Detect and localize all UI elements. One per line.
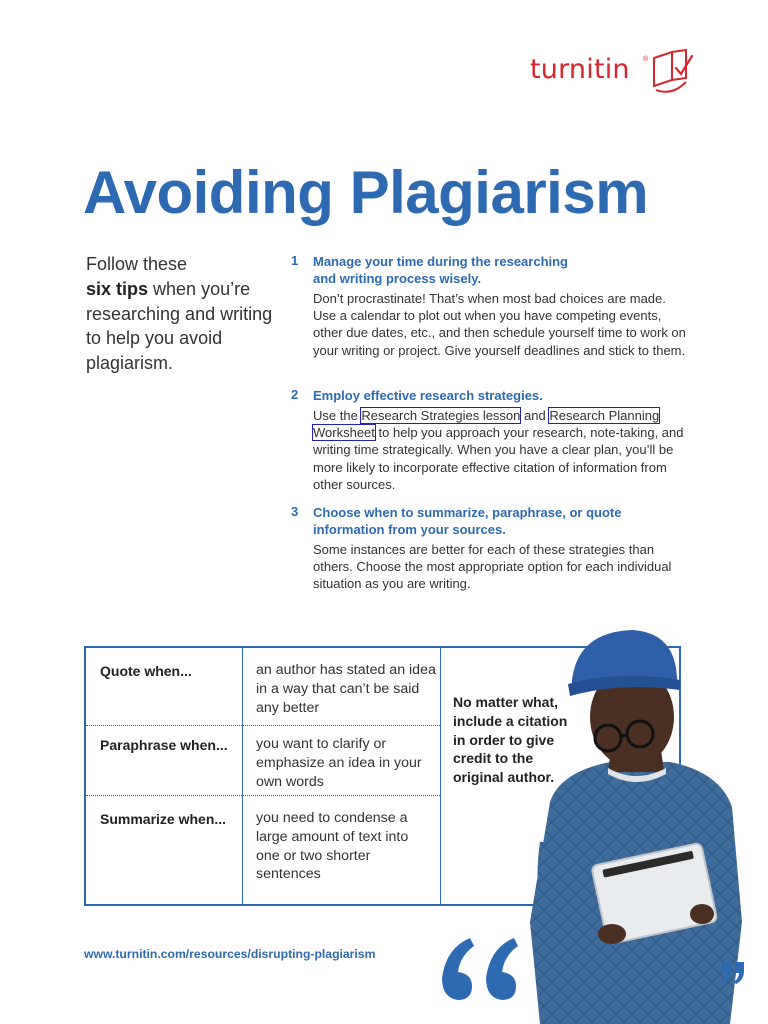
row-separator bbox=[86, 725, 440, 726]
research-planning-worksheet-link[interactable]: Research Planning Worksheet bbox=[313, 408, 660, 441]
intro-bold: six tips bbox=[86, 278, 149, 299]
intro-text bbox=[86, 252, 276, 376]
summarize-when-text: you need to condense a large amount of text into one or two shorter sentences bbox=[256, 810, 409, 883]
summarize-when-label: Summarize when... bbox=[100, 811, 227, 827]
tip-body-pre: Use the bbox=[313, 408, 362, 423]
tip-number: 3 bbox=[291, 504, 299, 519]
logo-registered-mark: ® bbox=[643, 56, 649, 63]
tip-body-mid: and bbox=[520, 408, 550, 423]
tip-heading: Employ effective research strategies. bbox=[313, 388, 543, 403]
intro-line1: Follow these bbox=[86, 254, 188, 274]
close-quote-icon bbox=[720, 962, 746, 984]
turnitin-logo bbox=[530, 46, 690, 96]
paraphrase-when-text: you want to clarify or emphasize an idea in your own words bbox=[256, 736, 422, 790]
paraphrase-when-label: Paraphrase when... bbox=[100, 737, 228, 753]
open-quote-icon bbox=[436, 934, 518, 1004]
intro-rest: when you’re researching and writing to help you avoid plagiarism. bbox=[86, 278, 273, 374]
logo-wordmark: turnitin bbox=[530, 54, 630, 85]
tip-body bbox=[313, 407, 691, 493]
tip-heading: Choose when to summarize, paraphrase, or quote information from your sources. bbox=[313, 505, 622, 538]
tip-number: 2 bbox=[291, 387, 299, 402]
quote-when-text: an author has stated an idea in a way that can’t be said any better bbox=[256, 662, 436, 716]
tip-body-post: to help you approach your research, note-taking, and writing time strategically. When you have a clear plan, you’ll be more likely to incorporate effective citation of information from other sources. bbox=[313, 425, 684, 492]
citation-note: No matter what, include a citation in order to give credit to the original author. bbox=[453, 694, 568, 786]
row-separator bbox=[86, 795, 440, 796]
student-with-tablet-image bbox=[520, 622, 750, 1024]
tip-heading: Manage your time during the researching and writing process wisely. bbox=[313, 254, 568, 287]
tip-body: Some instances are better for each of these strategies than others. Choose the most appropriate option for each individual situation as you are writing. bbox=[313, 542, 672, 592]
resource-url[interactable]: www.turnitin.com/resources/disrupting-plagiarism bbox=[84, 947, 376, 961]
page-title: Avoiding Plagiarism bbox=[83, 159, 649, 226]
table-divider bbox=[242, 648, 243, 904]
quote-when-label: Quote when... bbox=[100, 663, 192, 679]
research-strategies-lesson-link[interactable]: Research Strategies lesson bbox=[361, 408, 521, 423]
tip-number: 1 bbox=[291, 253, 299, 268]
tip-body: Don’t procrastinate! That’s when most bad choices are made. Use a calendar to plot out when you have competing events, other due dates, etc., and then schedule yourself time to work on your writing or project. Give yourself deadlines and stick to them. bbox=[313, 291, 686, 358]
turnitin-page-check-icon bbox=[646, 46, 694, 96]
